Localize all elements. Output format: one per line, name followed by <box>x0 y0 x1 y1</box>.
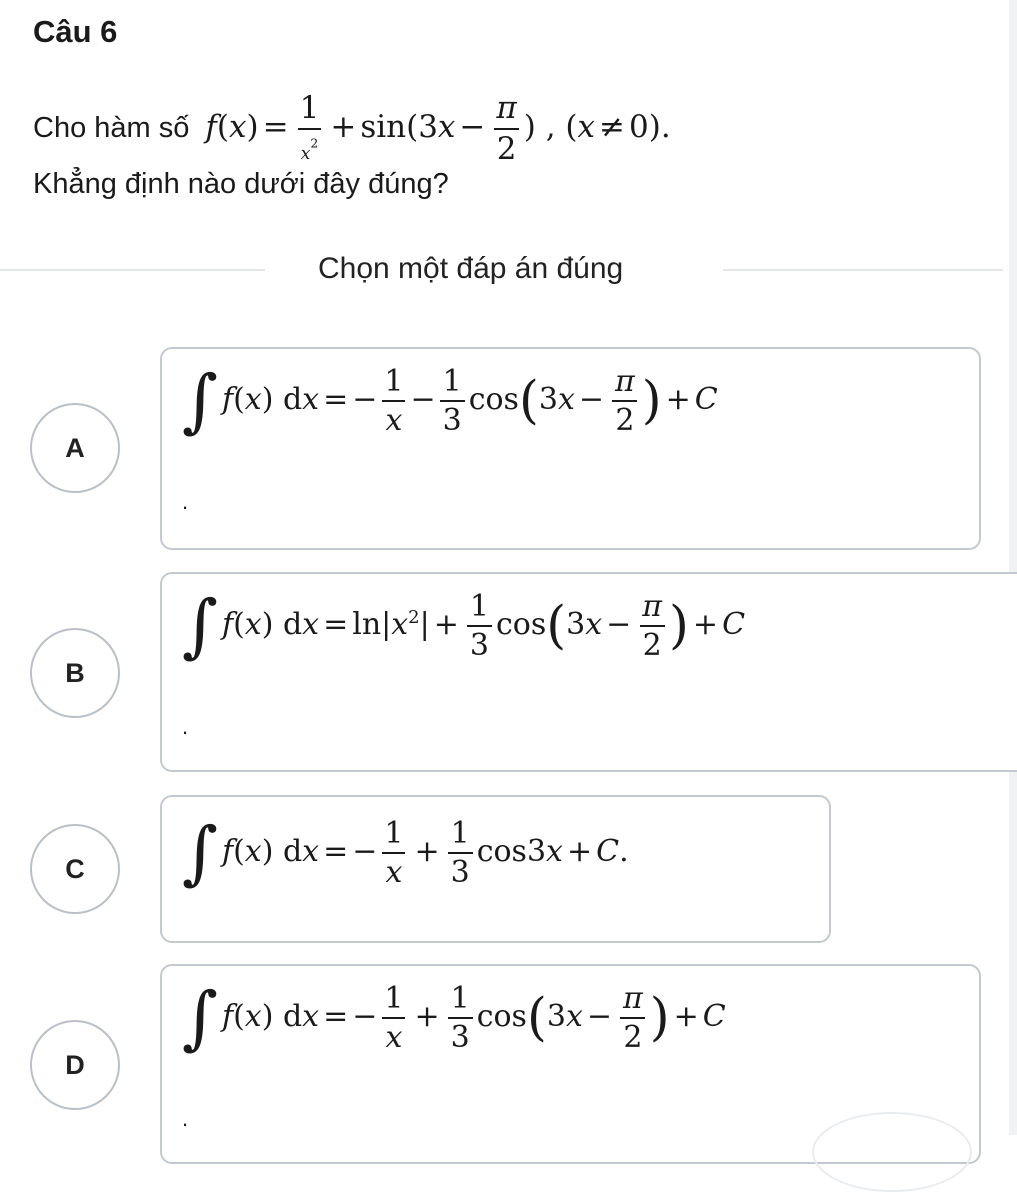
option-a-letter: A <box>65 432 85 463</box>
option-c-letter: C <box>65 853 85 884</box>
option-d-trail: . <box>182 1106 189 1131</box>
question-prompt: Khẳng định nào dưới đây đúng? <box>33 168 449 200</box>
option-b-trail: . <box>182 714 189 739</box>
option-b-formula: ∫ f(x) dx = $\ln|x^2|$ + $\frac{1}{3}$ cos(3x − $\frac{\pi}{2}$ ) + C <box>182 586 746 666</box>
question-statement <box>33 92 671 165</box>
option-a-radio[interactable] <box>30 403 120 493</box>
question-intro: Cho hàm số <box>33 112 190 145</box>
option-c-card[interactable] <box>160 795 831 943</box>
option-d-radio[interactable] <box>30 1020 120 1110</box>
function-formula: f(x) = $\frac{1}{x^2}$ + sin(3x − $\frac{\pi}{2}$ ) , (x ≠ 0). <box>205 90 671 167</box>
option-d-letter: D <box>65 1049 85 1080</box>
question-title: Câu 6 <box>33 14 118 49</box>
option-a-card[interactable] <box>160 347 981 550</box>
divider-left <box>0 269 265 271</box>
option-b-card[interactable] <box>160 572 1017 772</box>
option-c-formula: ∫ f(x) dx = − $\frac{1}{x}$ + $\frac{1}{3}$ cos3x + C. <box>182 813 629 893</box>
divider-right <box>723 269 1003 271</box>
option-c-radio[interactable] <box>30 824 120 914</box>
option-d-formula: ∫ f(x) dx = − $\frac{1}{x}$ + $\frac{1}{3}$ cos(3x − $\frac{\pi}{2}$ ) + C <box>182 978 726 1058</box>
scrollbar-track[interactable] <box>1009 0 1017 1135</box>
option-a-trail: . <box>182 489 189 514</box>
option-a-formula: ∫ f(x) dx = − $\frac{1}{x}$ − $\frac{1}{3}$ cos(3x − $\frac{\pi}{2}$ ) + C <box>182 361 718 441</box>
option-b-radio[interactable] <box>30 628 120 718</box>
option-b-letter: B <box>65 657 85 688</box>
instruction-label: Chọn một đáp án đúng <box>318 252 624 285</box>
decorative-arc <box>812 1112 972 1192</box>
